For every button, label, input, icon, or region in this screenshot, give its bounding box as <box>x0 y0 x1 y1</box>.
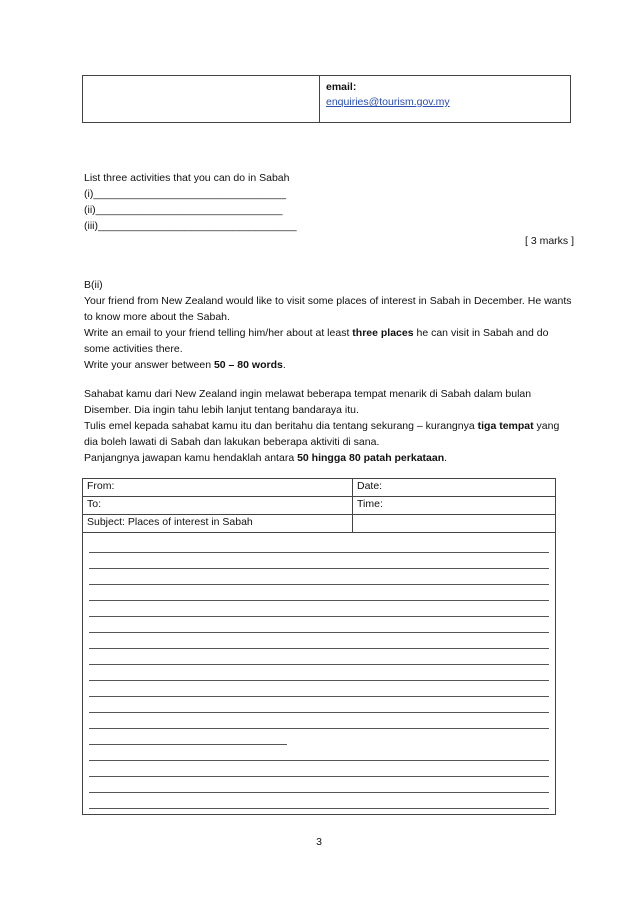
email-label: email: <box>326 81 357 93</box>
question-b2-english <box>84 277 574 373</box>
writing-line <box>89 697 549 713</box>
page-number: 3 <box>316 836 322 848</box>
malay-line3: Panjangnya jawapan kamu hendaklah antara 50 hingga 80 patah perkataan. <box>84 452 448 464</box>
writing-line <box>89 649 549 665</box>
email-form <box>82 478 556 815</box>
question-one <box>84 170 574 234</box>
subject-field[interactable]: Subject: Places of interest in Sabah <box>83 515 353 532</box>
answer-line-i: (i)_________________________________ <box>84 188 287 200</box>
date-field[interactable]: Date: <box>357 480 383 492</box>
info-table-email-cell <box>320 76 570 122</box>
writing-line <box>89 681 549 697</box>
question-one-prompt: List three activities that you can do in Sabah <box>84 172 290 184</box>
question-b2-line1: Your friend from New Zealand would like to visit some places of interest in Sabah in December. He wants to know more about the Sabah. <box>84 295 572 323</box>
form-row-from <box>83 479 555 497</box>
writing-line <box>89 793 549 809</box>
writing-line <box>89 585 549 601</box>
writing-line <box>89 569 549 585</box>
writing-line <box>89 761 549 777</box>
form-row-to <box>83 497 555 515</box>
malay-line2: Tulis emel kepada sahabat kamu itu dan beritahu dia tentang sekurang – kurangnya tiga tempat yang dia boleh lawati di Sabah dan lakukan beberapa aktiviti di sana. <box>84 420 560 448</box>
email-link[interactable]: enquiries@tourism.gov.my <box>326 96 450 108</box>
writing-line <box>89 601 549 617</box>
time-field[interactable]: Time: <box>357 498 383 510</box>
from-field[interactable]: From: <box>83 479 353 496</box>
question-b2-heading: B(ii) <box>84 279 103 291</box>
question-b2-malay <box>84 386 574 466</box>
writing-line <box>89 713 549 729</box>
writing-line <box>89 553 549 569</box>
writing-line <box>89 777 549 793</box>
question-b2-line3: Write your answer between 50 – 80 words. <box>84 359 286 371</box>
writing-line <box>89 617 549 633</box>
to-field[interactable]: To: <box>83 497 353 514</box>
writing-line <box>89 633 549 649</box>
answer-line-ii: (ii)________________________________ <box>84 204 283 216</box>
writing-line-short <box>89 729 287 745</box>
subject-empty-cell <box>353 515 555 532</box>
question-b2-line2: Write an email to your friend telling him/her about at least three places he can visit in Sabah and do some activities there. <box>84 327 549 355</box>
marks-label: [ 3 marks ] <box>524 235 574 247</box>
writing-line <box>89 537 549 553</box>
form-row-subject <box>83 515 555 533</box>
writing-line <box>89 745 549 761</box>
malay-line1: Sahabat kamu dari New Zealand ingin melawat beberapa tempat menarik di Sabah dalam bulan Disember. Dia ingin tahu lebih lanjut tentang bandaraya itu. <box>84 388 532 416</box>
writing-area[interactable] <box>83 533 555 814</box>
answer-line-iii: (iii)__________________________________ <box>84 220 297 232</box>
writing-line <box>89 665 549 681</box>
info-table <box>82 75 571 123</box>
info-table-empty-cell <box>83 76 320 122</box>
